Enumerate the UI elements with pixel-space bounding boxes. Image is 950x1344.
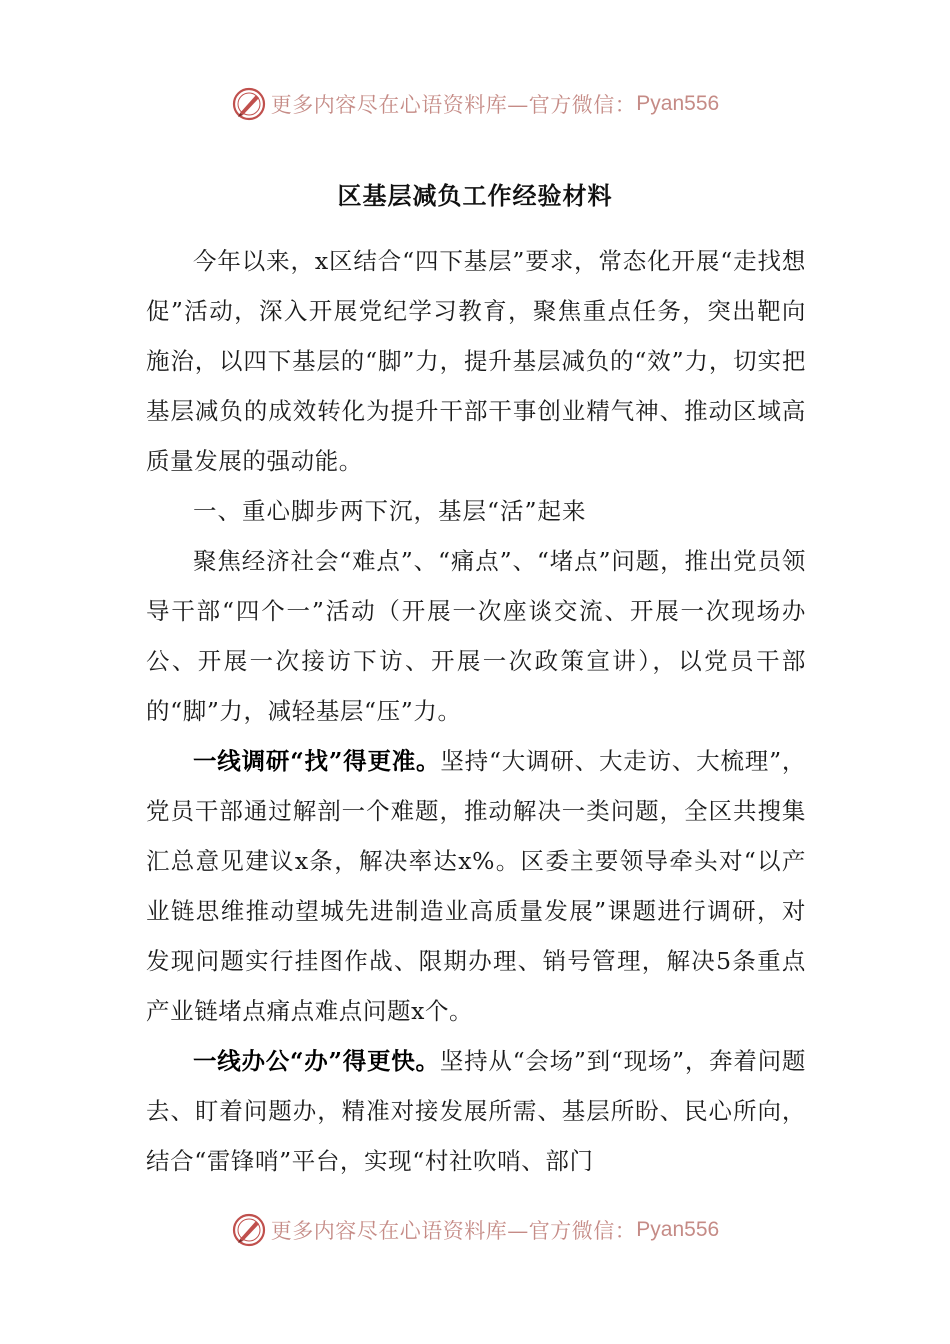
watermark-banner-top (0, 82, 950, 126)
intro-paragraph: 今年以来，x区结合“四下基层”要求，常态化开展“走找想促”活动，深入开展党纪学习教育，聚焦重点任务，突出靶向施治，以四下基层的“脚”力，提升基层减负的“效”力，切实把基层减负的成效转化为提升干部干事创业精气神、推动区域高质量发展的强动能。 (146, 247, 806, 475)
item-paragraph-2 (146, 1036, 806, 1186)
document-title: 区基层减负工作经验材料 (337, 181, 613, 210)
watermark-wechat-id: Pyan556 (636, 1218, 720, 1241)
item-text-1: 坚持“大调研、大走访、大梳理”，党员干部通过解剖一个难题，推动解决一类问题，全区共搜集汇总意见建议x条，解决率达x%。区委主要领导牵头对“以产业链思维推动望城先进制造业高质量发展”课题进行调研，对发现问题实行挂图作战、限期办理、销号管理，解决5条重点产业链堵点痛点难点问题x个。 (146, 747, 806, 1025)
document-body (146, 236, 806, 1186)
watermark-text: 更多内容尽在心语资料库—官方微信： (270, 1219, 637, 1243)
section-paragraph: 聚焦经济社会“难点”、“痛点”、“堵点”问题，推出党员领导干部“四个一”活动（开展一次座谈交流、开展一次现场办公、开展一次接访下访、开展一次政策宣讲），以党员干部的“脚”力，减轻基层“压”力。 (146, 547, 806, 725)
pen-logo-icon (231, 1212, 267, 1248)
pen-logo-icon (231, 86, 267, 122)
watermark-wechat-id: Pyan556 (636, 92, 720, 115)
watermark-banner-bottom (0, 1208, 950, 1252)
section-heading: 一、重心脚步两下沉，基层“活”起来 (193, 497, 587, 525)
item-paragraph-1 (146, 736, 806, 1036)
item-lead-2: 一线办公“办”得更快。 (193, 1047, 440, 1075)
item-text-2: 坚持从“会场”到“现场”，奔着问题去、盯着问题办，精准对接发展所需、基层所盼、民心所向，结合“雷锋哨”平台，实现“村社吹哨、部门 (146, 1047, 806, 1175)
item-lead-1: 一线调研“找”得更准。 (193, 747, 441, 775)
watermark-text: 更多内容尽在心语资料库—官方微信： (270, 93, 637, 117)
